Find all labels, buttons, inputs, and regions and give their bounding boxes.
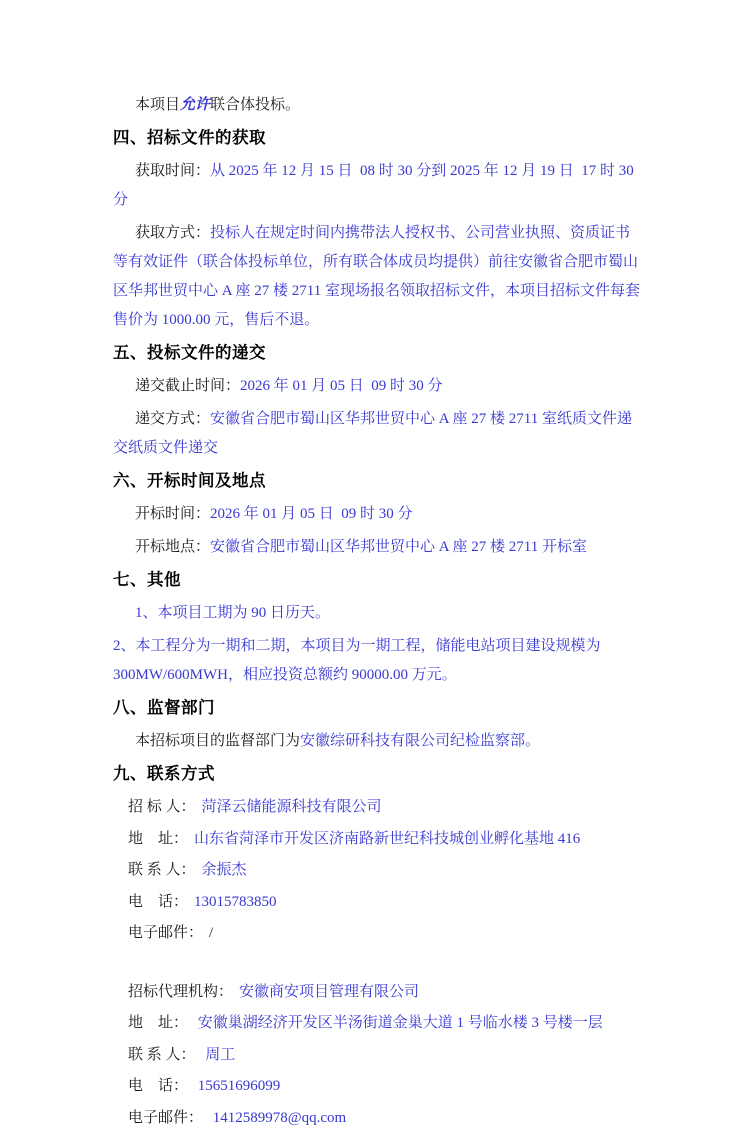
- agency-name-value: 安徽商安项目管理有限公司: [233, 984, 419, 1000]
- tenderer-email-row: [113, 919, 644, 949]
- tenderer-address-row: [113, 825, 644, 855]
- s4-obtain-method-label: 获取方式：: [135, 225, 210, 241]
- tenderer-phone-value: 13015783850: [188, 894, 277, 910]
- tenderer-email-label: 电子邮件：: [128, 925, 203, 941]
- s6-open-place-value: 安徽省合肥市蜀山区华邦世贸中心 A 座 27 楼 2711 开标室: [210, 539, 587, 555]
- s5-method-value: 安徽省合肥市蜀山区华邦世贸中心 A 座 27 楼 2711 室纸质文件递交纸质文件递交: [113, 411, 632, 456]
- tenderer-address-value: 山东省菏泽市开发区济南路新世纪科技城创业孵化基地 416: [188, 831, 580, 847]
- agency-contact-label: 联 系 人：: [128, 1047, 199, 1063]
- agency-phone-row: [113, 1072, 644, 1102]
- section-8-title: 八、监督部门: [113, 697, 644, 719]
- tenderer-phone-row: [113, 888, 644, 918]
- s8-supervisor-row: [113, 727, 644, 756]
- section-4-title: 四、招标文件的获取: [113, 127, 644, 149]
- agency-name-label: 招标代理机构：: [128, 984, 233, 1000]
- s8-supervisor-name: 安徽综研科技有限公司纪检监察部。: [300, 733, 540, 749]
- s6-open-time-label: 开标时间：: [135, 506, 210, 522]
- s5-method-row: [113, 405, 644, 463]
- intro-paragraph: [113, 91, 644, 120]
- agency-email-row: [113, 1104, 644, 1133]
- s5-deadline-label: 递交截止时间：: [135, 378, 240, 394]
- tenderer-address-label: 地 址：: [128, 831, 188, 847]
- section-5-title: 五、投标文件的递交: [113, 342, 644, 364]
- s4-obtain-time-row: [113, 157, 644, 215]
- agency-email-label: 电子邮件：: [128, 1110, 207, 1126]
- s8-supervisor-prefix: 本招标项目的监督部门为: [135, 733, 300, 749]
- tenderer-email-value: /: [203, 925, 213, 941]
- tenderer-contact-value: 余振杰: [196, 862, 247, 878]
- s6-open-place-row: [113, 533, 644, 562]
- s6-open-place-label: 开标地点：: [135, 539, 210, 555]
- agency-phone-value: 15651696099: [192, 1078, 281, 1094]
- tenderer-name-row: [113, 793, 644, 823]
- intro-text-pre: 本项目: [135, 97, 180, 113]
- s4-obtain-method-row: [113, 219, 644, 335]
- tenderer-phone-label: 电 话：: [128, 894, 188, 910]
- s5-deadline-value: 2026 年 01 月 05 日 09 时 30 分: [240, 378, 443, 394]
- intro-text-post: 联合体投标。: [210, 97, 300, 113]
- section-7-title: 七、其他: [113, 569, 644, 591]
- tenderer-contact-row: [113, 856, 644, 886]
- s5-deadline-row: [113, 372, 644, 401]
- agency-contact-row: [113, 1041, 644, 1071]
- s6-open-time-value: 2026 年 01 月 05 日 09 时 30 分: [210, 506, 413, 522]
- s5-method-label: 递交方式：: [135, 411, 210, 427]
- section-6-title: 六、开标时间及地点: [113, 470, 644, 492]
- agency-contact-value: 周工: [199, 1047, 235, 1063]
- s6-open-time-row: [113, 500, 644, 529]
- agency-address-row: [113, 1009, 644, 1039]
- agency-phone-label: 电 话：: [128, 1078, 192, 1094]
- tenderer-contact-label: 联 系 人：: [128, 862, 196, 878]
- s4-obtain-time-value: 从 2025 年 12 月 15 日 08 时 30 分到 2025 年 12 月 19 日 17 时 30 分: [113, 163, 638, 208]
- agency-address-value: 安徽巢湖经济开发区半汤街道金巢大道 1 号临水楼 3 号楼一层: [192, 1015, 603, 1031]
- tenderer-name-label: 招 标 人：: [128, 799, 196, 815]
- s7-item-2: 2、本工程分为一期和二期，本项目为一期工程，储能电站项目建设规模为 300MW/600MWH，相应投资总额约 90000.00 万元。: [113, 632, 644, 690]
- agency-name-row: [113, 978, 644, 1008]
- s4-obtain-time-label: 获取时间：: [135, 163, 210, 179]
- intro-emphasis-allowed: 允许: [180, 97, 210, 113]
- section-9-title: 九、联系方式: [113, 763, 644, 785]
- agency-email-value: 1412589978@qq.com: [207, 1110, 346, 1126]
- s4-obtain-method-value: 投标人在规定时间内携带法人授权书、公司营业执照、资质证书等有效证件（联合体投标单位，所有联合体成员均提供）前往安徽省合肥市蜀山区华邦世贸中心 A 座 27 楼 2711 室现场报名领取招标文件，本项目招标文件每套售价为 1000.00 元，售后不退。: [113, 225, 640, 328]
- tenderer-name-value: 菏泽云储能源科技有限公司: [196, 799, 382, 815]
- agency-address-label: 地 址：: [128, 1015, 192, 1031]
- s7-item-1: 1、本项目工期为 90 日历天。: [113, 599, 644, 628]
